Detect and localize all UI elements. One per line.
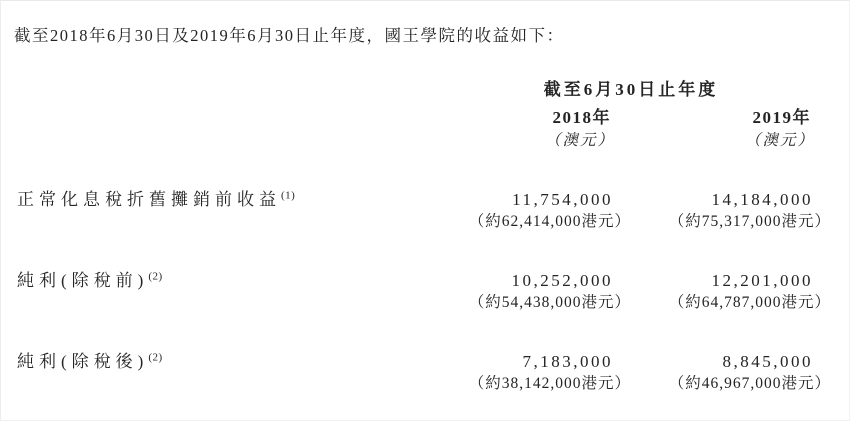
year-header-row <box>1 101 831 129</box>
hkd-equivalent: （約46,967,000港元） <box>668 375 831 392</box>
hkd-equivalent: （約62,414,000港元） <box>468 213 631 230</box>
footnote-marker: (2) <box>148 351 163 364</box>
header-spacer <box>1 129 431 151</box>
value-cell-2019 <box>631 151 831 233</box>
table-row-profit-after-tax <box>1 314 831 395</box>
currency-note-2019: （澳元） <box>744 132 815 149</box>
row-label <box>1 151 431 233</box>
period-header: 截至6月30日止年度 <box>543 80 719 99</box>
header-spacer <box>1 101 431 129</box>
period-header-row <box>1 75 831 101</box>
currency-row <box>1 129 831 151</box>
aud-value: 10,252,000 <box>511 271 613 290</box>
value-cell-2018 <box>431 151 631 233</box>
value-cell-2019 <box>631 314 831 395</box>
header-spacer <box>1 75 431 101</box>
aud-value: 11,754,000 <box>512 190 613 209</box>
currency-note-2018: （澳元） <box>544 132 615 149</box>
table-row-profit-before-tax <box>1 233 831 314</box>
row-label-text: 純利(除稅前) <box>17 271 149 290</box>
row-label-text: 正常化息稅折舊攤銷前收益 <box>17 190 281 209</box>
column-header-2018: 2018年 <box>552 108 611 127</box>
row-label <box>1 314 431 395</box>
table-row-ebitda <box>1 151 831 233</box>
hkd-equivalent: （約75,317,000港元） <box>668 213 831 230</box>
hkd-equivalent: （約54,438,000港元） <box>468 294 631 311</box>
column-header-2019: 2019年 <box>752 108 811 127</box>
value-cell-2018 <box>431 314 631 395</box>
footnote-marker: (2) <box>148 270 163 283</box>
hkd-equivalent: （約64,787,000港元） <box>668 294 831 311</box>
value-cell-2019 <box>631 233 831 314</box>
row-label-text: 純利(除稅後) <box>17 352 149 371</box>
footnote-marker: (1) <box>281 189 296 202</box>
aud-value: 8,845,000 <box>722 352 813 371</box>
aud-value: 14,184,000 <box>711 190 813 209</box>
aud-value: 12,201,000 <box>711 271 813 290</box>
aud-value: 7,183,000 <box>522 352 613 371</box>
hkd-equivalent: （約38,142,000港元） <box>468 375 631 392</box>
row-label <box>1 233 431 314</box>
revenue-table <box>1 75 831 395</box>
value-cell-2018 <box>431 233 631 314</box>
intro-text: 截至2018年6月30日及2019年6月30日止年度，國王學院的收益如下： <box>14 26 565 45</box>
